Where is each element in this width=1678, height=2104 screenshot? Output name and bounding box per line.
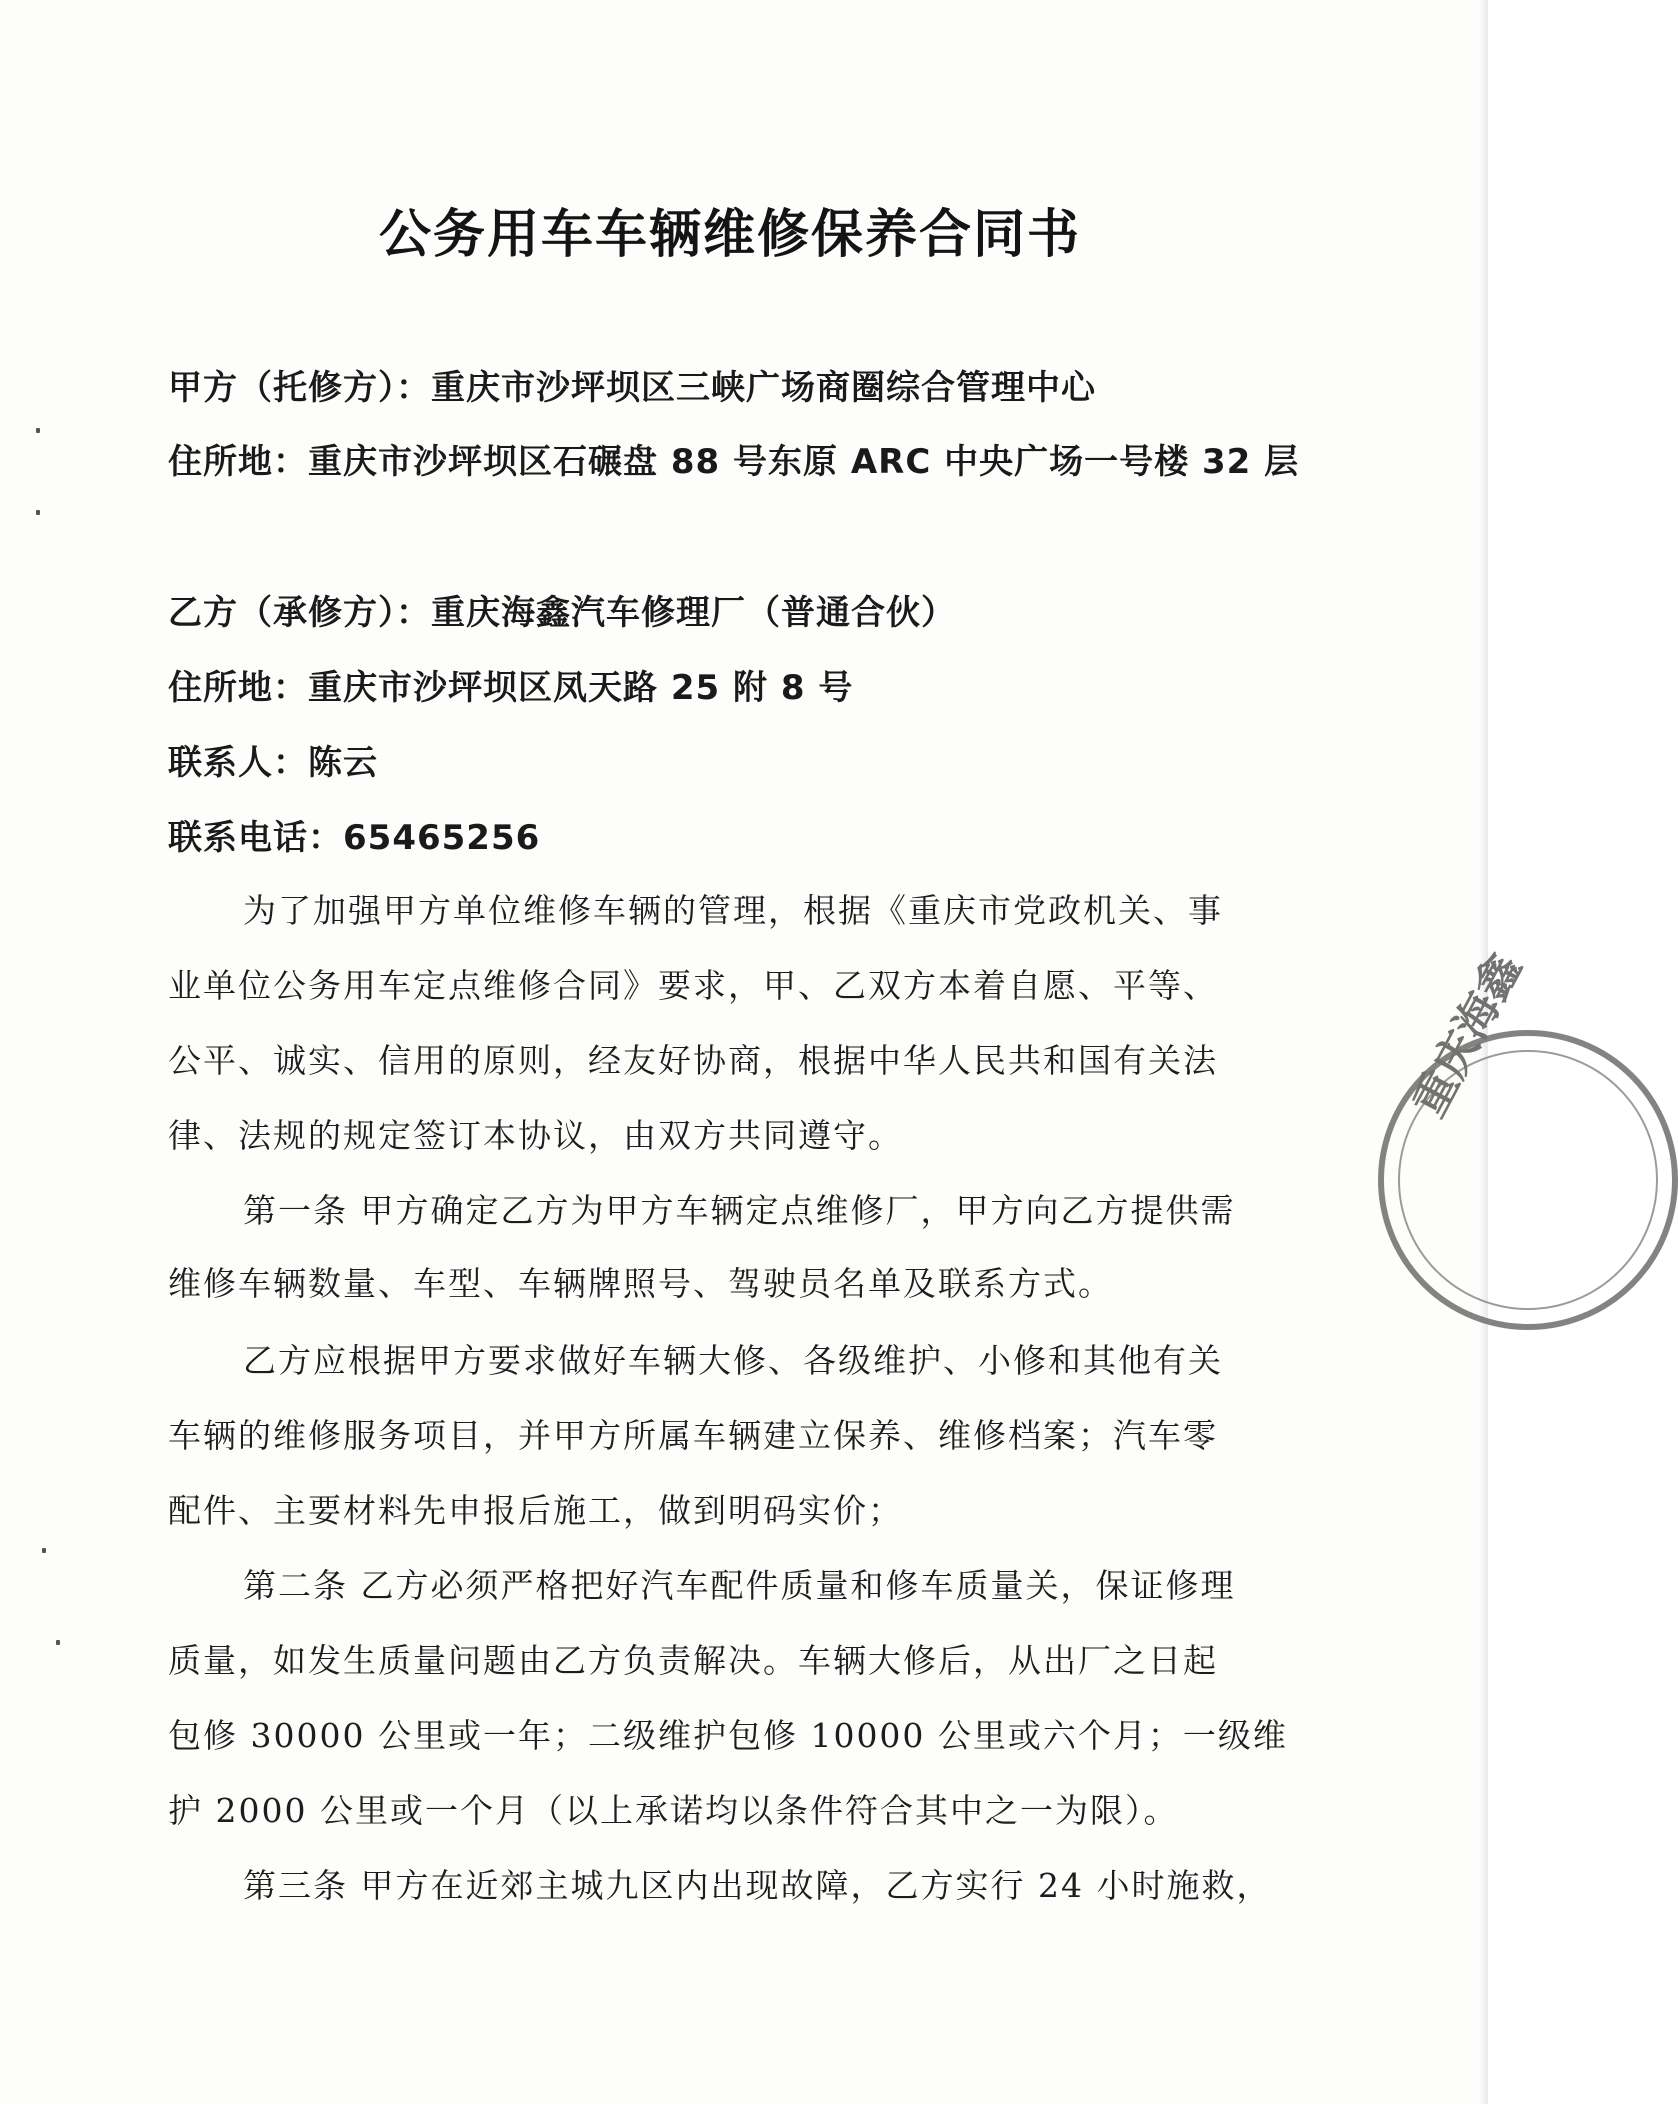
party-b-name: 乙方（承修方）：重庆海鑫汽车修理厂（普通合伙） (168, 593, 956, 633)
body-line: 业单位公务用车定点维修合同》要求，甲、乙双方本着自愿、平等、 (168, 966, 1218, 1005)
article-2-line: 护 2000 公里或一个月（以上承诺均以条件符合其中之一为限）。 (168, 1791, 1179, 1830)
body-line: 律、法规的规定签订本协议，由双方共同遵守。 (168, 1116, 903, 1155)
article-2-line: 第二条 乙方必须严格把好汽车配件质量和修车质量关，保证修理 (243, 1566, 1236, 1605)
party-b-address: 住所地：重庆市沙坪坝区凤天路 25 附 8 号 (168, 668, 854, 708)
article-1-line: 维修车辆数量、车型、车辆牌照号、驾驶员名单及联系方式。 (168, 1264, 1113, 1303)
party-a-name: 甲方（托修方）：重庆市沙坪坝区三峡广场商圈综合管理中心 (168, 368, 1096, 408)
article-3-line: 第三条 甲方在近郊主城九区内出现故障，乙方实行 24 小时施救， (243, 1866, 1272, 1905)
company-seal (1378, 945, 1678, 1330)
scan-speck (56, 1640, 60, 1645)
body-line: 车辆的维修服务项目，并甲方所属车辆建立保养、维修档案；汽车零 (168, 1416, 1218, 1455)
article-2-line: 质量，如发生质量问题由乙方负责解决。车辆大修后，从出厂之日起 (168, 1641, 1218, 1680)
body-line: 公平、诚实、信用的原则，经友好协商，根据中华人民共和国有关法 (168, 1041, 1218, 1080)
document-title: 公务用车车辆维修保养合同书 (378, 204, 1081, 265)
body-line: 配件、主要材料先申报后施工，做到明码实价； (168, 1491, 903, 1530)
party-a-address: 住所地：重庆市沙坪坝区石碾盘 88 号东原 ARC 中央广场一号楼 32 层 (168, 442, 1300, 482)
article-1-line: 第一条 甲方确定乙方为甲方车辆定点维修厂，甲方向乙方提供需 (243, 1191, 1236, 1230)
body-line: 为了加强甲方单位维修车辆的管理，根据《重庆市党政机关、事 (243, 891, 1223, 930)
party-b-contact: 联系人：陈云 (168, 743, 378, 783)
seal-text: 重庆海鑫 (1403, 945, 1532, 1126)
scan-speck (42, 1548, 46, 1553)
party-b-phone: 联系电话：65465256 (168, 818, 541, 858)
body-line: 乙方应根据甲方要求做好车辆大修、各级维护、小修和其他有关 (243, 1341, 1223, 1380)
scan-speck (36, 510, 40, 515)
article-2-line: 包修 30000 公里或一年；二级维护包修 10000 公里或六个月；一级维 (168, 1716, 1288, 1755)
scan-speck (36, 428, 40, 433)
